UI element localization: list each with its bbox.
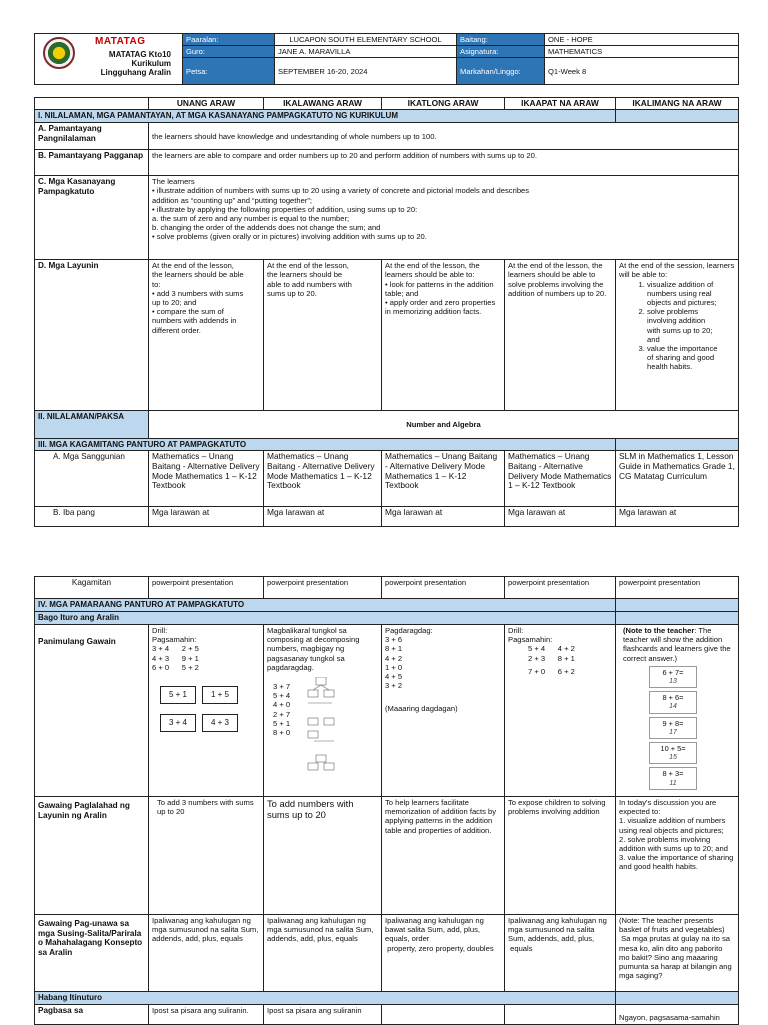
iba-bottom-day5: powerpoint presentation: [616, 577, 739, 599]
flashcard: 8 + 3= 11: [649, 767, 697, 789]
logo-cell: [35, 34, 183, 85]
header-table: [34, 33, 739, 85]
petsa-label: Petsa:: [183, 58, 275, 85]
section-3-title: III. MGA KAGAMITANG PANTURO AT PAMPAGKATUTO: [35, 439, 616, 451]
main-table-page2: [34, 576, 738, 1025]
pag-unawa-day3: Ipaliwanag ang kahulugan ng bawat salita Sum, add, plus, equals, order property, zero property, doubles: [382, 915, 505, 992]
petsa-value: SEPTEMBER 16-20, 2024: [275, 58, 457, 85]
plan-table-continued: [34, 576, 739, 1025]
sanggunian-day2: Mathematics – Unang Baitang - Alternative Delivery Mode Mathematics 1 – K-12 Textbook: [264, 451, 382, 507]
paglalahad-day5: In today's discussion you are expected to: 1. visualize addition of numbers using real objects and pictures; 2. solve problems involving addition with sums up to 20; and 3. value the importance of sharing and good health habits.: [616, 797, 739, 915]
sanggunian-day5: SLM in Mathematics 1, Lesson Guide in Mathematics Grade 1, CG Matatag Curriculum: [616, 451, 739, 507]
day3-header: IKATLONG ARAW: [382, 98, 505, 110]
pagbasa-label: Pagbasa sa: [35, 1005, 149, 1025]
paglalahad-day4: To expose children to solving problems involving addition: [505, 797, 616, 915]
pagbasa-day2: Ipost sa pisara ang suliranin: [264, 1005, 382, 1025]
iba-top-day1: Mga larawan at: [149, 507, 264, 527]
section-4-title: IV. MGA PAMARAANG PANTURO AT PAMPAGKATUTO: [35, 599, 616, 612]
mga-layunin-label: D. Mga Layunin: [35, 260, 149, 411]
pamantayang-pangnilalaman-label: A. Pamantayang Pangnilalaman: [35, 123, 149, 150]
day1-header: UNANG ARAW: [149, 98, 264, 110]
number-bond-diagram: [302, 677, 342, 775]
gawaing-pag-unawa-label: Gawaing Pag-unawa sa mga Susing-Salita/Parirala o Mahahalagang Konsepto sa Aralin: [35, 915, 149, 992]
layunin-day2: At the end of the lesson, the learners should be able to add numbers with sums up to 20.: [264, 260, 382, 411]
sanggunian-day1: Mathematics – Unang Baitang - Alternative Delivery Mode Mathematics 1 – K-12 Textbook: [149, 451, 264, 507]
drill-box: 4 + 3: [202, 714, 238, 732]
pag-unawa-day5: (Note: The teacher presents basket of fruits and vegetables) Sa mga prutas at gulay na ito sa mesa ko, alin dito ang paborito mo bakit? Sino ang maaaring pumunta sa harap at bilangin ang mga saging?: [616, 915, 739, 992]
section-2-title: II. NILALAMAN/PAKSA: [35, 411, 149, 439]
paglalahad-day1: To add 3 numbers with sums up to 20: [149, 797, 264, 915]
pagbasa-day5: Ngayon, pagsasama-samahin: [616, 1005, 739, 1025]
main-table-page1: [34, 97, 738, 527]
pag-unawa-day1: Ipaliwanag ang kahulugan ng mga sumusunod na salita Sum, addends, add, plus, equals: [149, 915, 264, 992]
brand-logo: MATATAG: [95, 36, 146, 47]
iba-top-day3: Mga larawan at: [382, 507, 505, 527]
pamantayang-pagganap-text: the learners are able to compare and order numbers up to 20 and perform addition of numbers with sums up to 20.: [149, 150, 739, 176]
iba-top-day5: Mga larawan at: [616, 507, 739, 527]
asignatura-label: Asignatura:: [457, 46, 545, 58]
plan-table: [34, 97, 739, 527]
brand-subtitle: MATATAG Kto10 Kurikulum Lingguhang Aralin: [100, 50, 171, 77]
panimulang-day2: Magbalikaral tungkol sa composing at decomposing numbers, magbigay ng pagsasanay tungkol sa pagdaragdag. 3 + 7 5 + 4 4 + 0 2 + 7 5 + 1 8 + 0: [264, 625, 382, 797]
paaralan-value: LUCAPON SOUTH ELEMENTARY SCHOOL: [275, 34, 457, 46]
iba-bottom-day1: powerpoint presentation: [149, 577, 264, 599]
layunin-day3: At the end of the lesson, the learners should be able to: • look for patterns in the addition table; and • apply order and zero properties in memorizing addition facts.: [382, 260, 505, 411]
sanggunian-day4: Mathematics – Unang Baitang - Alternative Delivery Mode Mathematics 1 – K-12 Textbook: [505, 451, 616, 507]
markahan-label: Markahan/Linggo:: [457, 58, 545, 85]
iba-top-day2: Mga larawan at: [264, 507, 382, 527]
nilalaman-value: Number and Algebra: [149, 411, 739, 439]
iba-bottom-day4: powerpoint presentation: [505, 577, 616, 599]
layunin-day5: At the end of the session, learners will be able to: 1. visualize addition of numbers using real objects and pictures; 2. solve problems involving addition with sums up to 20; and 3. value the importance of sharing and good health habits.: [616, 260, 739, 411]
layunin-day4: At the end of the lesson, the learners should be able to solve problems involving the addition of numbers up to 20.: [505, 260, 616, 411]
panimulang-day3: Pagdaragdag: 3 + 6 8 + 1 4 + 2 1 + 0 4 + 5 3 + 2 (Maaaring dagdagan): [382, 625, 505, 797]
iba-bottom-day2: powerpoint presentation: [264, 577, 382, 599]
sanggunian-label: A. Mga Sanggunian: [35, 451, 149, 507]
drill-box: 5 + 1: [160, 686, 196, 704]
pagbasa-day1: Ipost sa pisara ang suliranin.: [149, 1005, 264, 1025]
flashcard: 8 + 6= 14: [649, 691, 697, 713]
iba-bottom-day3: powerpoint presentation: [382, 577, 505, 599]
pagbasa-day4: [505, 1005, 616, 1025]
panimulang-day4: Drill: Pagsamahin: 5 + 4 4 + 2 2 + 3 8 + 1 7 + 0 6 + 2: [505, 625, 616, 797]
day4-header: IKAAPAT NA ARAW: [505, 98, 616, 110]
flashcard: 10 + 5= 15: [649, 742, 697, 764]
panimulang-day1: Drill: Pagsamahin: 3 + 4 2 + 5 4 + 3 9 + 1 6 + 0 5 + 2 5 + 1 1 + 5 3 + 4 4 + 3: [149, 625, 264, 797]
kasanayang-pampagkatuto-label: C. Mga Kasanayang Pampagkatuto: [35, 176, 149, 260]
pamantayang-pagganap-label: B. Pamantayang Pagganap: [35, 150, 149, 176]
paglalahad-day3: To help learners facilitate memorization of addition facts by applying patterns in the addition table and properties of addition.: [382, 797, 505, 915]
baitang-label: Baitang:: [457, 34, 545, 46]
deped-seal-icon: [43, 37, 75, 69]
panimulang-day5: (Note to the teacher: The teacher will show the addition flashcards and learners give the correct answer.) 6 + 7= 13 8 + 6= 14 9 + 8= 17 10 + 5= 15 8 + 3= 11: [616, 625, 739, 797]
gawaing-paglalahad-label: Gawaing Paglalahad ng Layunin ng Aralin: [35, 797, 149, 915]
drill-box: 1 + 5: [202, 686, 238, 704]
markahan-value: Q1-Week 8: [545, 58, 739, 85]
section-1-title: I. NILALAMAN, MGA PAMANTAYAN, AT MGA KASANAYANG PAMPAGKATUTO NG KURIKULUM: [35, 110, 616, 123]
baitang-value: ONE - HOPE: [545, 34, 739, 46]
pag-unawa-day2: Ipaliwanag ang kahulugan ng mga sumusunod na salita Sum, addends, add, plus, equals: [264, 915, 382, 992]
asignatura-value: MATHEMATICS: [545, 46, 739, 58]
guro-label: Guro:: [183, 46, 275, 58]
pag-unawa-day4: Ipaliwanag ang kahulugan ng mga sumusunod na salita Sum, addends, add, plus, equals: [505, 915, 616, 992]
flashcard: 9 + 8= 17: [649, 717, 697, 739]
layunin-day1: At the end of the lesson, the learners should be able to: • add 3 numbers with sums up to 20; and • compare the sum of numbers with addends in different order.: [149, 260, 264, 411]
page-break: [0, 537, 768, 573]
paaralan-label: Paaralan:: [183, 34, 275, 46]
sanggunian-day3: Mathematics – Unang Baitang - Alternative Delivery Mode Mathematics 1 – K-12 Textbook: [382, 451, 505, 507]
panimulang-gawain-label: Panimulang Gawain: [35, 625, 149, 797]
iba-pang-label: B. Iba pang: [35, 507, 149, 527]
day2-header: IKALAWANG ARAW: [264, 98, 382, 110]
bago-ituro-title: Bago Ituro ang Aralin: [35, 612, 616, 625]
paglalahad-day2: To add numbers with sums up to 20: [264, 797, 382, 915]
header-section: [34, 33, 738, 85]
iba-top-day4: Mga larawan at: [505, 507, 616, 527]
pamantayang-pangnilalaman-text: the learners should have knowledge and undesrtanding of whole numbers up to 100.: [149, 123, 739, 150]
flashcard: 6 + 7= 13: [649, 666, 697, 688]
day5-header: IKALIMANG NA ARAW: [616, 98, 739, 110]
drill-box: 3 + 4: [160, 714, 196, 732]
guro-value: JANE A. MARAVILLA: [275, 46, 457, 58]
kasanayang-pampagkatuto-text: The learners • illustrate addition of numbers with sums up to 20 using a variety of concrete and pictorial models and describes addition as “counting up” and “putting together”; • illustrate by applying the following properties of addition, using sums up to 20: a. the sum of zero and any number is equal to the number; b. changing the order of the addends does not change the sum; and • solve problems (given orally or in pictures) involving addition with sums up to 20.: [149, 176, 739, 260]
habang-itinuturo-title: Habang Itinuturo: [35, 992, 616, 1005]
kagamitan-label: Kagamitan: [35, 577, 149, 599]
pagbasa-day3: [382, 1005, 505, 1025]
